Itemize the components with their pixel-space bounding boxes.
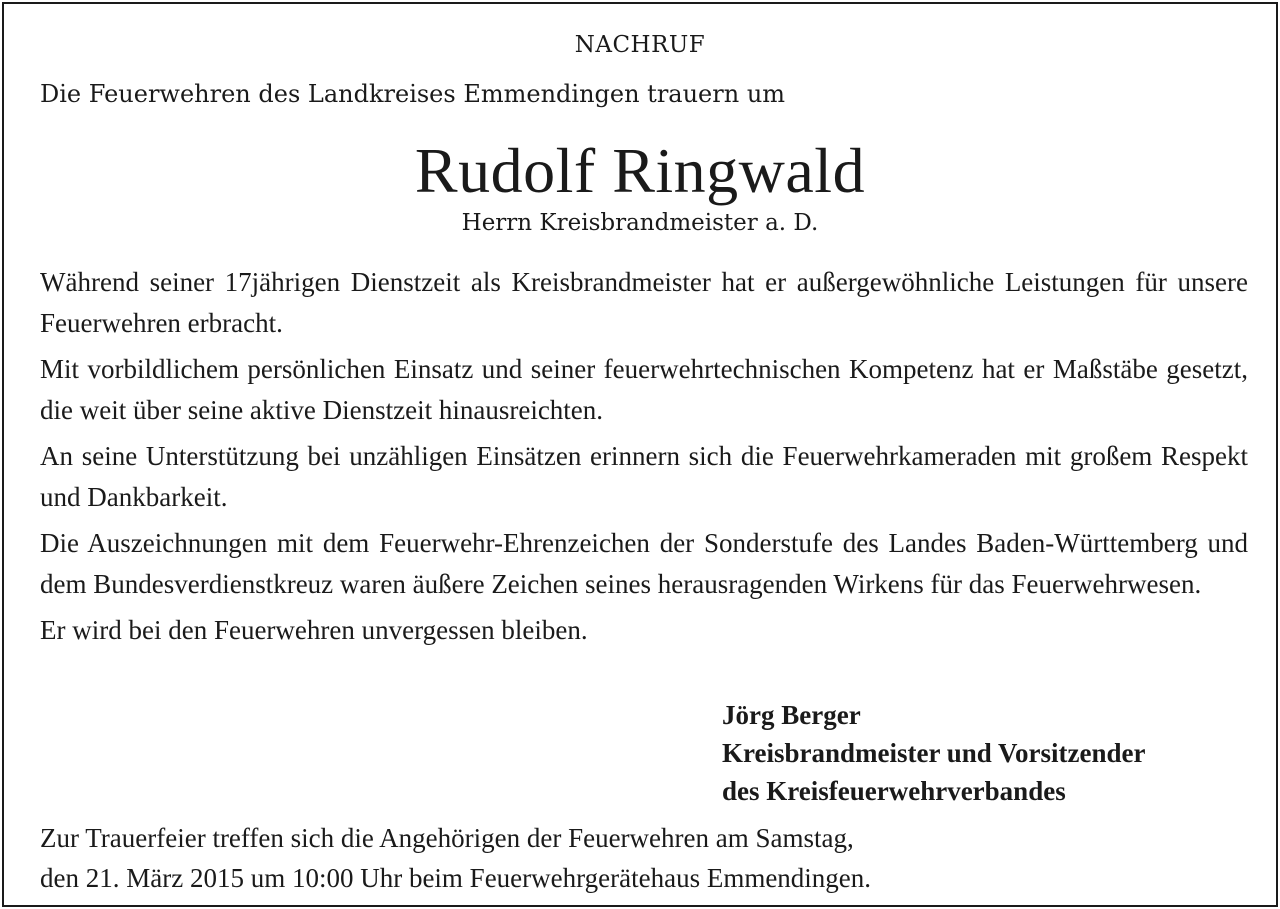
paragraph-commitment: Mit vorbildlichem persönlichen Einsatz und seiner feuerwehrtechnischen Kompetenz hat er Maßstäbe gesetzt, die weit über seine aktive Dienstzeit hinausreichten. <box>40 354 1248 425</box>
deceased-name: Rudolf Ringwald <box>414 135 866 206</box>
funeral-line2: den 21. März 2015 um 10:00 Uhr beim Feuerwehrgerätehaus Emmendingen. <box>40 863 872 893</box>
obituary-label: NACHRUF <box>574 32 706 58</box>
deceased-title: Herrn Kreisbrandmeister a. D. <box>461 210 819 236</box>
paragraph-remembrance: Er wird bei den Feuerwehren unvergessen bleiben. <box>40 615 588 645</box>
obituary-frame <box>2 2 1278 907</box>
signatory-name: Jörg Berger <box>722 700 861 730</box>
intro-line: Die Feuerwehren des Landkreises Emmendingen trauern um <box>40 80 786 108</box>
obituary-body <box>40 262 1248 656</box>
funeral-line1: Zur Trauerfeier treffen sich die Angehörigen der Feuerwehren am Samstag, <box>40 823 854 853</box>
paragraph-awards: Die Auszeichnungen mit dem Feuerwehr-Ehrenzeichen der Sonderstufe des Landes Baden-Württemberg und dem Bundesverdienstkreuz waren äußere Zeichen seines herausragenden Wirkens für das Feuerwehrwesen. <box>40 528 1248 599</box>
paragraph-support: An seine Unterstützung bei unzähligen Einsätzen erinnern sich die Feuerwehrkameraden mit großem Respekt und Dankbarkeit. <box>40 441 1248 512</box>
paragraph-service: Während seiner 17jährigen Dienstzeit als Kreisbrandmeister hat er außergewöhnliche Leistungen für unsere Feuerwehren erbracht. <box>40 267 1248 338</box>
signature-block <box>722 696 1146 810</box>
signatory-role-line2: des Kreisfeuerwehrverbandes <box>722 776 1066 806</box>
signatory-role-line1: Kreisbrandmeister und Vorsitzender <box>722 738 1146 768</box>
funeral-notice <box>40 818 871 898</box>
